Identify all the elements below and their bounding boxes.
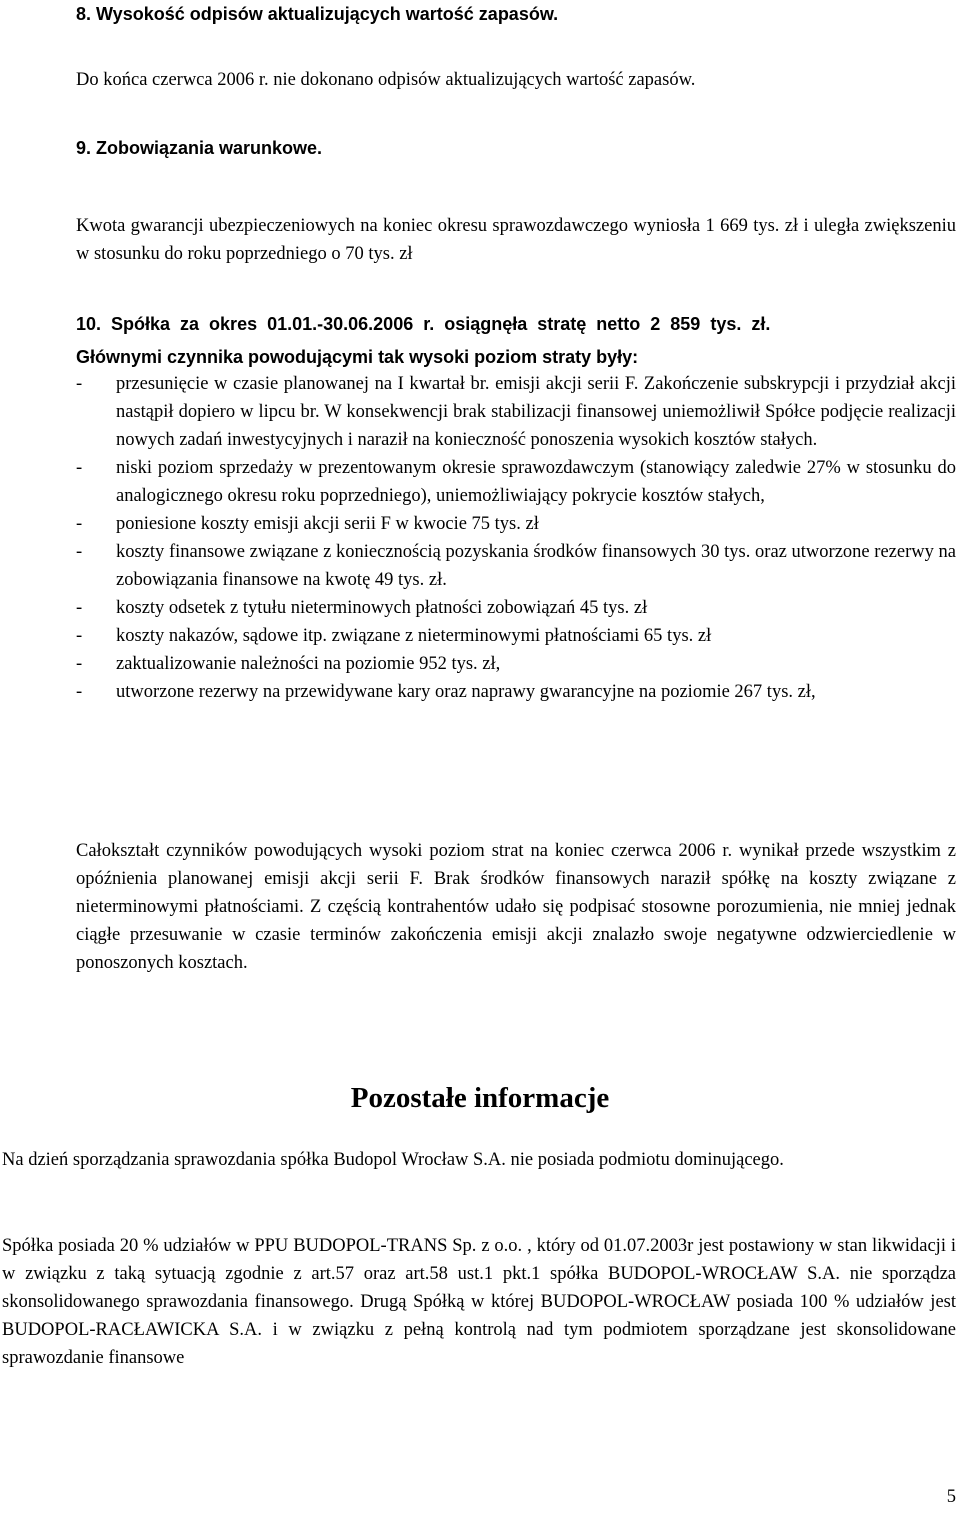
list-item xyxy=(76,650,956,678)
list-item xyxy=(76,594,956,622)
page-number: 5 xyxy=(946,1487,956,1507)
list-dash: - xyxy=(76,626,83,646)
section-10-subheading: Głównymi czynnika powodującymi tak wysoki poziom straty były: xyxy=(76,347,639,367)
list-dash: - xyxy=(76,682,83,702)
other-info-paragraph-2: Spółka posiada 20 % udziałów w PPU BUDOPOL-TRANS Sp. z o.o. , który od 01.07.2003r jest postawiony w stan likwidacji i w związku z taką sytuacją zgodnie z art.57 oraz art.58 ust.1 pkt.1 spółka BUDOPOL-WROCŁAW S.A. nie sporządza skonsolidowanego sprawozdania finansowego. Drugą Spółką w której BUDOPOL-WROCŁAW posiada 100 % udziałów jest BUDOPOL-RACŁAWICKA S.A. i w związku z pełną kontrolą nad tym podmiotem sporządzane jest skonsolidowane sprawozdanie finansowe xyxy=(2,1236,956,1368)
list-item xyxy=(76,538,956,594)
other-info-heading: Pozostałe informacje xyxy=(350,1082,610,1114)
list-item-text: utworzone rezerwy na przewidywane kary oraz naprawy gwarancyjne na poziomie 267 tys. zł, xyxy=(116,682,816,702)
section-8-body: Do końca czerwca 2006 r. nie dokonano odpisów aktualizujących wartość zapasów. xyxy=(76,70,696,90)
list-dash: - xyxy=(76,458,83,478)
list-item xyxy=(76,510,956,538)
list-item-text: poniesione koszty emisji akcji serii F w kwocie 75 tys. zł xyxy=(116,514,539,534)
list-item xyxy=(76,370,956,454)
section-10-summary: Całokształt czynników powodujących wysoki poziom strat na koniec czerwca 2006 r. wynikał przede wszystkim z opóźnienia planowanej emisji akcji serii F. Brak środków finansowych naraził spółkę na koszty związane z nieterminowymi płatnościami. Z częścią kontrahentów udało się podpisać stosowne porozumienia, nie mniej jednak ciągłe przesuwanie w czasie terminów zakończenia emisji akcji znalazło swoje negatywne odzwierciedlenie w ponoszonych kosztach. xyxy=(76,841,956,973)
section-9-heading: 9. Zobowiązania warunkowe. xyxy=(76,138,323,158)
section-9-body: Kwota gwarancji ubezpieczeniowych na koniec okresu sprawozdawczego wyniosła 1 669 tys. zł i uległa zwiększeniu w stosunku do roku poprzedniego o 70 tys. zł xyxy=(76,216,956,264)
list-item-text: zaktualizowanie należności na poziomie 952 tys. zł, xyxy=(116,654,501,674)
list-item xyxy=(76,678,956,706)
list-item-text: niski poziom sprzedaży w prezentowanym okresie sprawozdawczym (stanowiący zaledwie 27% w stosunku do analogicznego okresu roku poprzedniego), uniemożliwiający pokrycie kosztów stałych, xyxy=(116,458,956,506)
list-item xyxy=(76,622,956,650)
list-item-text: koszty odsetek z tytułu nieterminowych płatności zobowiązań 45 tys. zł xyxy=(116,598,648,618)
list-dash: - xyxy=(76,374,83,394)
section-8-heading: 8. Wysokość odpisów aktualizujących wartość zapasów. xyxy=(76,4,559,24)
list-item-text: koszty finansowe związane z koniecznością pozyskania środków finansowych 30 tys. oraz utworzone rezerwy na zobowiązania finansowe na kwotę 49 tys. zł. xyxy=(116,542,956,590)
other-info-paragraph-1: Na dzień sporządzania sprawozdania spółka Budopol Wrocław S.A. nie posiada podmiotu dominującego. xyxy=(2,1150,784,1170)
list-item-text: koszty nakazów, sądowe itp. związane z nieterminowymi płatnościami 65 tys. zł xyxy=(116,626,712,646)
section-10-heading: 10. Spółka za okres 01.01.-30.06.2006 r. osiągnęła stratę netto 2 859 tys. zł. xyxy=(76,314,771,334)
list-dash: - xyxy=(76,598,83,618)
list-dash: - xyxy=(76,654,83,674)
list-item-text: przesunięcie w czasie planowanej na I kwartał br. emisji akcji serii F. Zakończenie subskrypcji i przydział akcji nastąpił dopiero w lipcu br. W konsekwencji brak stabilizacji finansowej uniemożliwił Spółce podjęcie realizacji nowych zadań inwestycyjnych i naraził na konieczność ponoszenia wysokich kosztów stałych. xyxy=(116,374,956,450)
loss-factors-list xyxy=(76,370,956,706)
list-item xyxy=(76,454,956,510)
list-dash: - xyxy=(76,514,83,534)
list-dash: - xyxy=(76,542,83,562)
